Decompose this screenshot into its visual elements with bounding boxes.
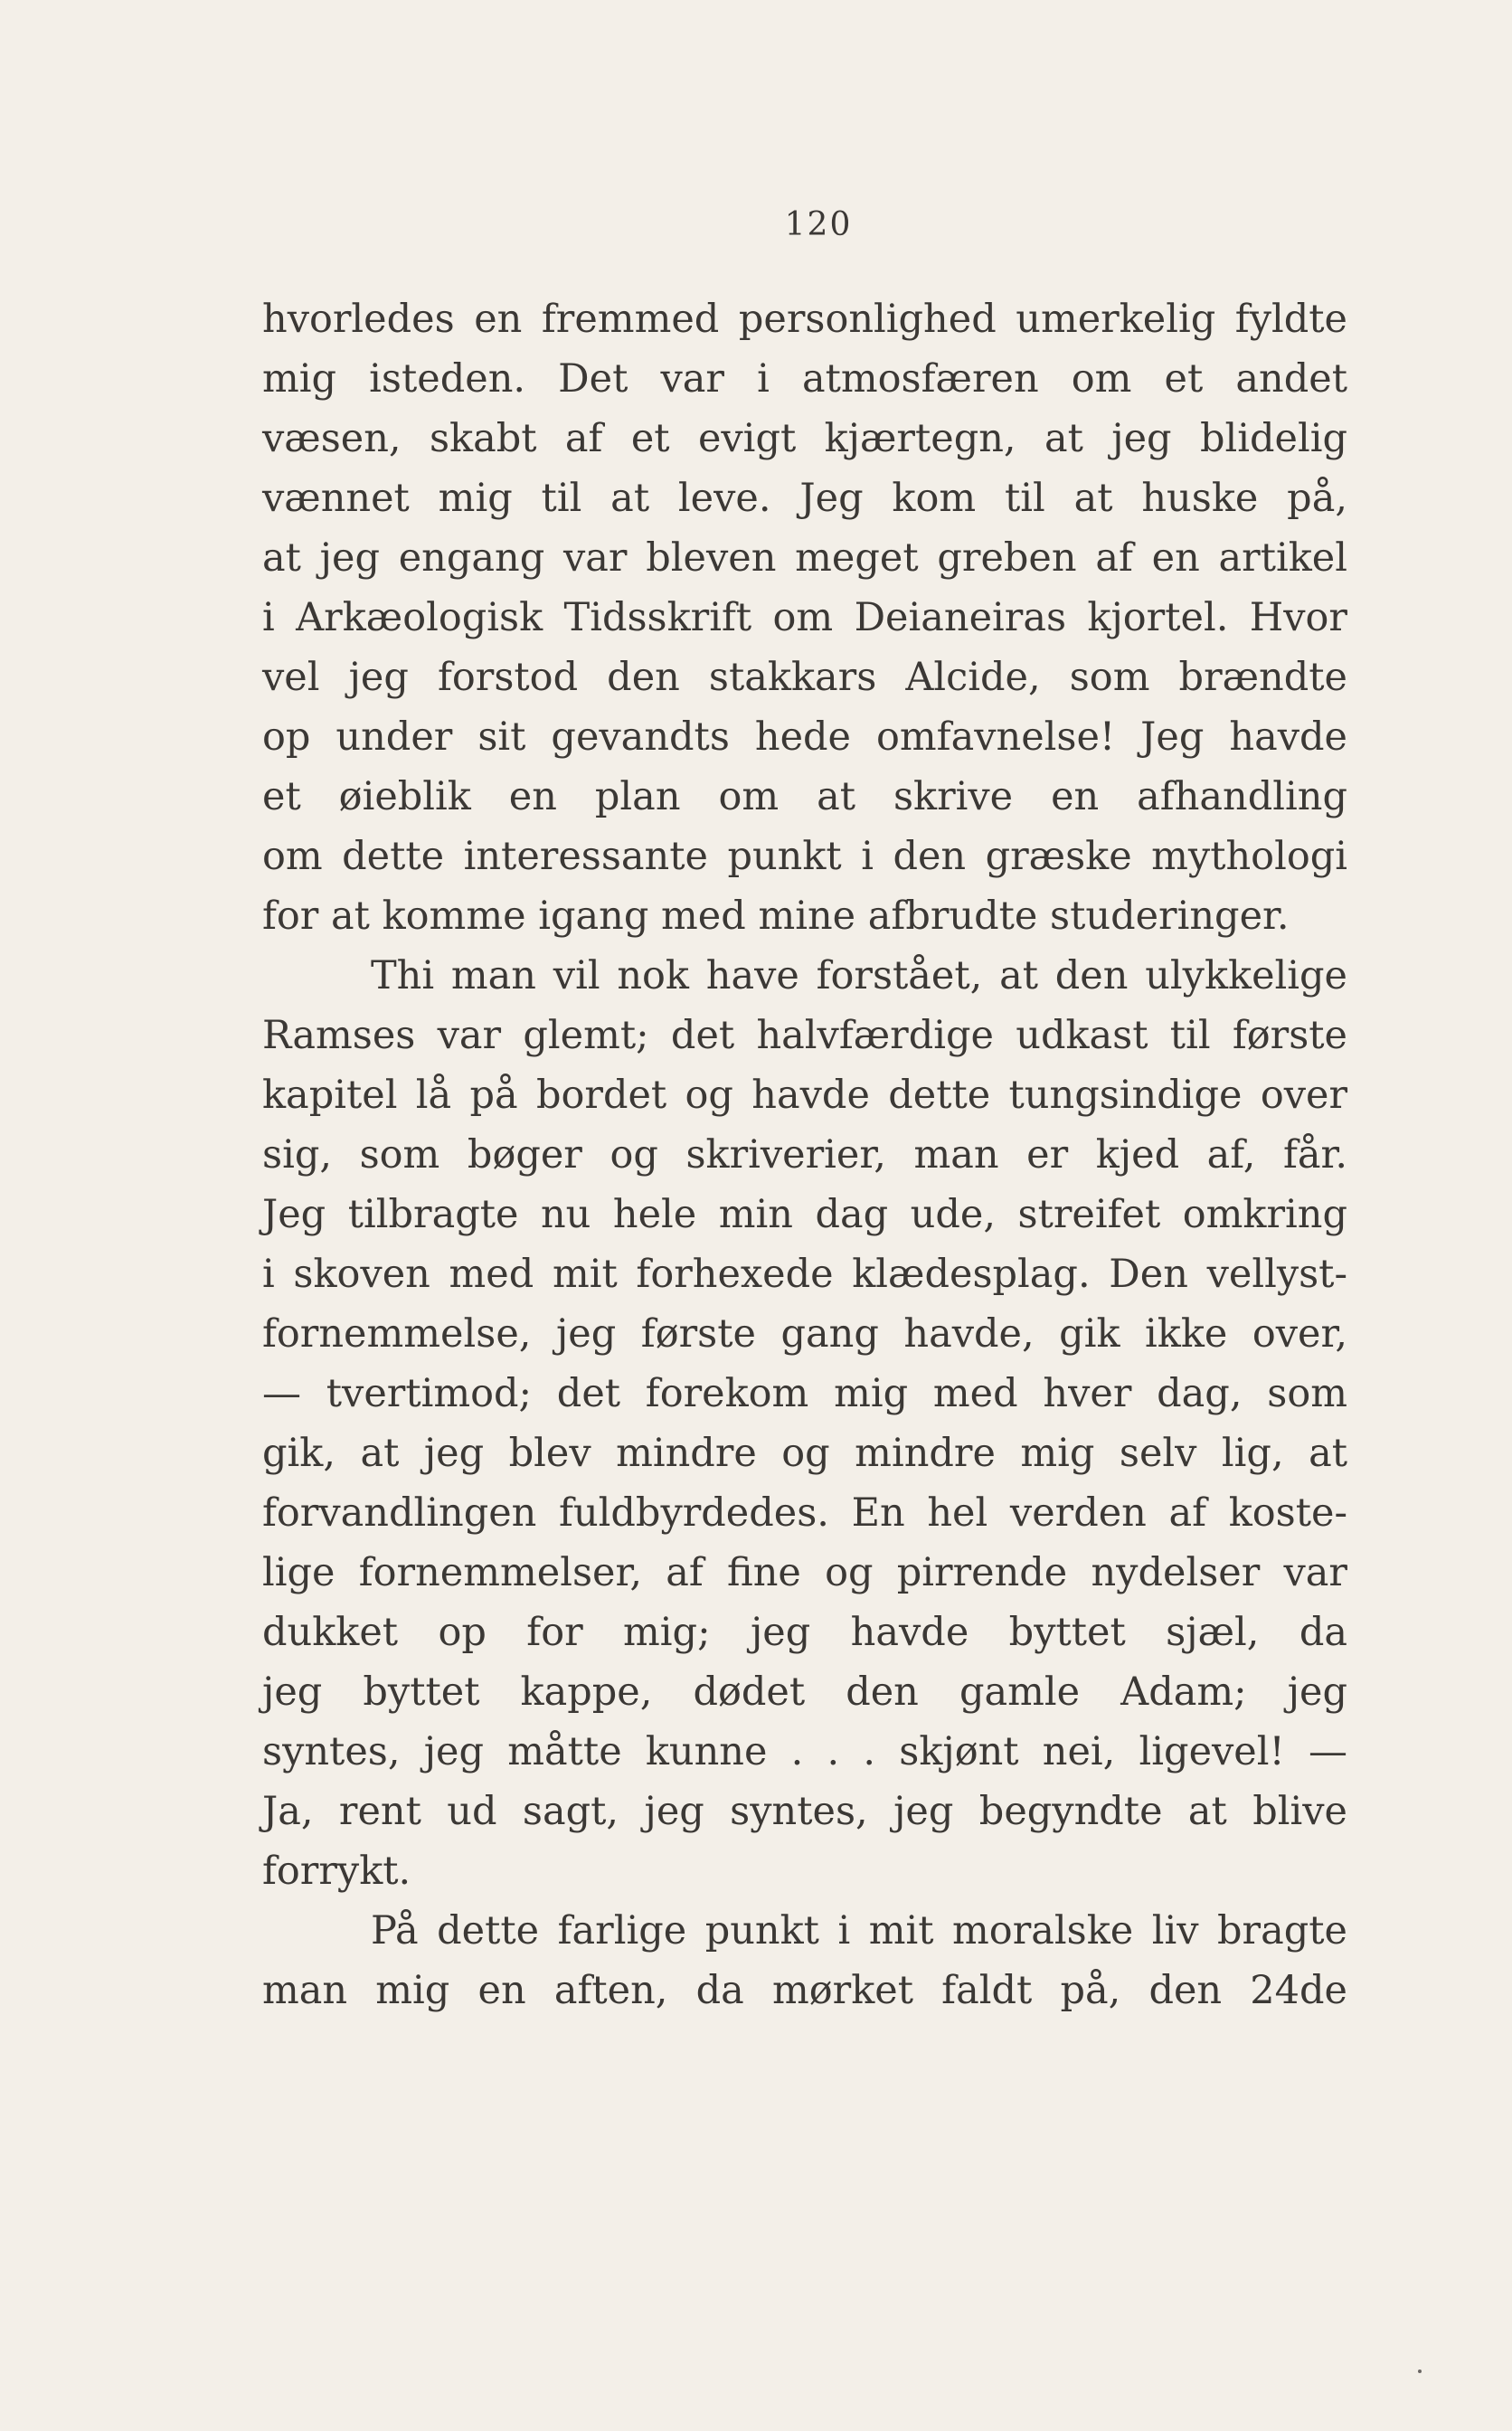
text-line: gik, at jeg blev mindre og mindre mig selv lig, at xyxy=(262,1431,1347,1476)
text-line: hvorledes en fremmed personlighed umerkelig fyldte xyxy=(262,297,1347,342)
text-line: mig isteden. Det var i atmosfæren om et andet xyxy=(262,356,1347,402)
text-line: for at komme igang med mine afbrudte studeringer. xyxy=(262,894,1290,939)
print-speck xyxy=(1418,2370,1422,2373)
text-line: jeg byttet kappe, dødet den gamle Adam; jeg xyxy=(262,1670,1347,1715)
text-line: kapitel lå på bordet og havde dette tungsindige over xyxy=(262,1073,1347,1118)
text-line: — tvertimod; det forekom mig med hver dag, som xyxy=(262,1371,1347,1416)
text-line: op under sit gevandts hede omfavnelse! Jeg havde xyxy=(262,714,1347,760)
text-line: Jeg tilbragte nu hele min dag ude, streifet omkring xyxy=(262,1192,1347,1237)
text-line: dukket op for mig; jeg havde byttet sjæl, da xyxy=(262,1610,1347,1655)
page-number: 120 xyxy=(784,206,853,243)
text-line: syntes, jeg måtte kunne . . . skjønt nei, ligevel! — xyxy=(262,1729,1347,1774)
text-line: Ramses var glemt; det halvfærdige udkast til første xyxy=(262,1013,1347,1058)
text-line: Ja, rent ud sagt, jeg syntes, jeg begyndte at blive xyxy=(262,1789,1347,1834)
text-line: væsen, skabt af et evigt kjærtegn, at jeg blidelig xyxy=(262,416,1347,461)
text-line: at jeg engang var bleven meget greben af en artikel xyxy=(262,535,1347,581)
text-line: et øieblik en plan om at skrive en afhandling xyxy=(262,774,1347,819)
text-line: forvandlingen fuldbyrdedes. En hel verden af koste- xyxy=(262,1490,1347,1536)
text-line: i skoven med mit forhexede klædesplag. Den vellyst- xyxy=(262,1252,1347,1297)
text-line: man mig en aften, da mørket faldt på, den 24de xyxy=(262,1968,1347,2013)
text-line: sig, som bøger og skriverier, man er kjed af, får. xyxy=(262,1132,1347,1178)
text-line: forrykt. xyxy=(262,1849,411,1894)
text-line: På dette farlige punkt i mit moralske liv bragte xyxy=(371,1908,1347,1953)
text-line: vænnet mig til at leve. Jeg kom til at huske på, xyxy=(262,476,1347,521)
text-line: Thi man vil nok have forstået, at den ulykkelige xyxy=(371,953,1347,998)
text-line: lige fornemmelser, af fine og pirrende nydelser var xyxy=(262,1550,1347,1595)
text-line: vel jeg forstod den stakkars Alcide, som brændte xyxy=(262,655,1347,700)
text-line: i Arkæologisk Tidsskrift om Deianeiras kjortel. Hvor xyxy=(262,595,1347,640)
text-line: fornemmelse, jeg første gang havde, gik ikke over, xyxy=(262,1311,1347,1357)
text-line: om dette interessante punkt i den græske mythologi xyxy=(262,834,1347,879)
